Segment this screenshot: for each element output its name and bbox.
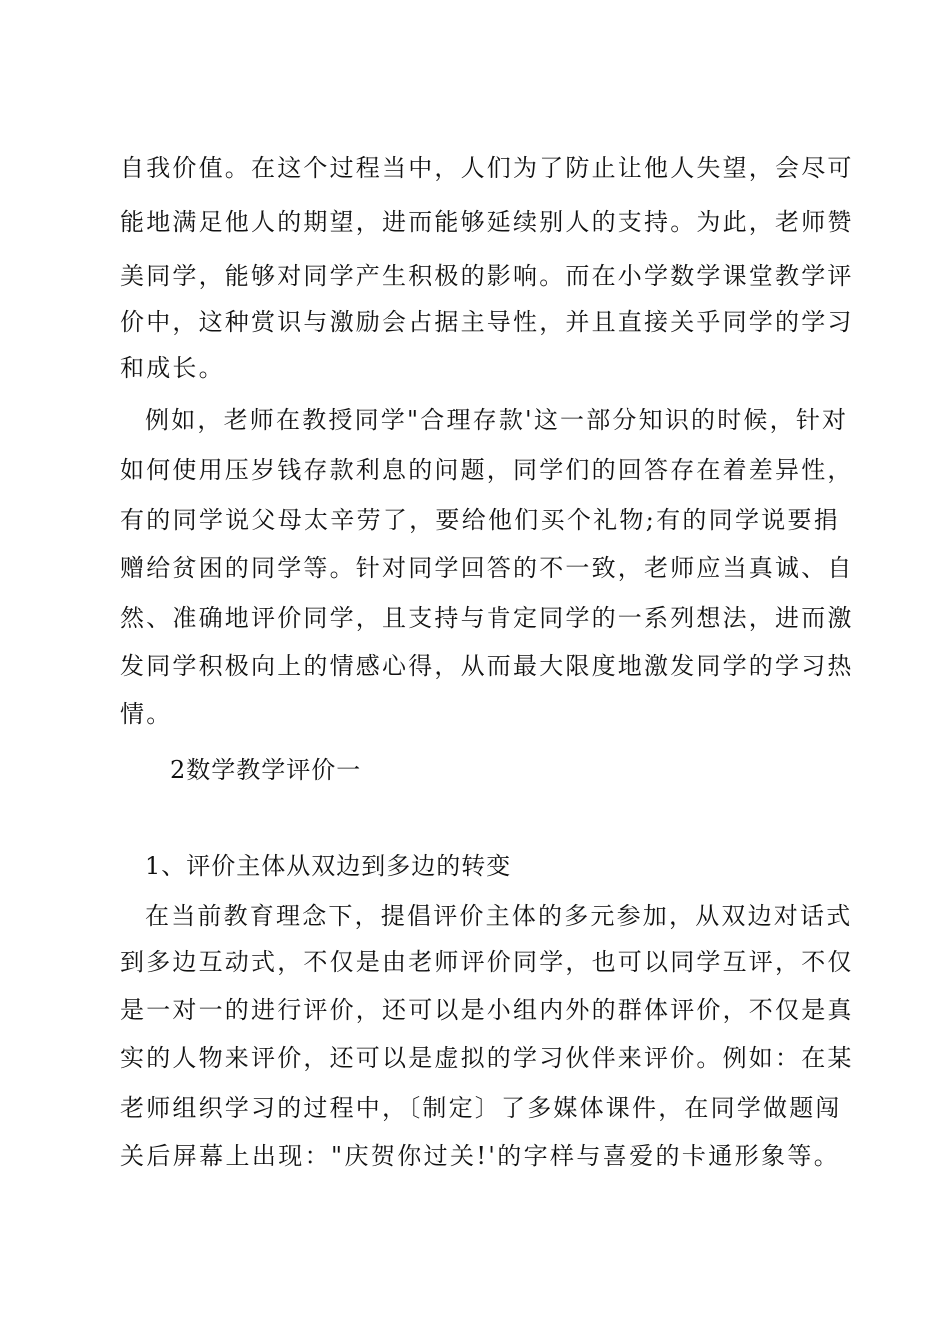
paragraph2-line-3: 有的同学说父母太辛劳了，要给他们买个礼物;有的同学说要捐 (120, 506, 840, 534)
paragraph3-line-1: 在当前教育理念下，提倡评价主体的多元参加，从双边对话式 (145, 902, 853, 930)
paragraph2-line-6: 发同学积极向上的情感心得，从而最大限度地激发同学的学习热 (120, 652, 854, 680)
paragraph1-line-1: 自我价值。在这个过程当中，人们为了防止让他人失望，会尽可 (120, 154, 854, 182)
paragraph3-line-3: 是一对一的进行评价，还可以是小组内外的群体评价，不仅是真 (120, 996, 854, 1024)
paragraph3-line-6: 关后屏幕上出现："庆贺你过关!'的字样与喜爱的卡通形象等。 (120, 1142, 840, 1170)
paragraph3-line-2: 到多边互动式，不仅是由老师评价同学，也可以同学互评，不仅 (120, 948, 854, 976)
paragraph1-line-4: 价中，这种赏识与激励会占据主导性，并且直接关乎同学的学习 (120, 308, 854, 336)
subheading: 1、评价主体从双边到多边的转变 (145, 852, 512, 880)
paragraph1-line-2: 能地满足他人的期望，进而能够延续别人的支持。为此，老师赞 (120, 208, 854, 236)
paragraph3-line-4: 实的人物来评价，还可以是虚拟的学习伙伴来评价。例如：在某 (120, 1044, 854, 1072)
paragraph2-line-2: 如何使用压岁钱存款利息的问题，同学们的回答存在着差异性， (120, 456, 854, 484)
paragraph1-line-5: 和成长。 (120, 354, 225, 382)
paragraph2-line-7: 情。 (120, 700, 173, 728)
paragraph2-line-5: 然、准确地评价同学，且支持与肯定同学的一系列想法，进而激 (120, 604, 854, 632)
paragraph3-line-5: 老师组织学习的过程中，〔制定〕了多媒体课件，在同学做题闯 (120, 1094, 842, 1122)
paragraph2-line-1: 例如，老师在教授同学"合理存款'这一部分知识的时候，针对 (145, 406, 849, 434)
paragraph1-line-3: 美同学，能够对同学产生积极的影响。而在小学数学课堂教学评 (120, 262, 854, 290)
section-heading: 2数学教学评价一 (170, 756, 362, 784)
paragraph2-line-4: 赠给贫困的同学等。针对同学回答的不一致，老师应当真诚、自 (120, 554, 854, 582)
